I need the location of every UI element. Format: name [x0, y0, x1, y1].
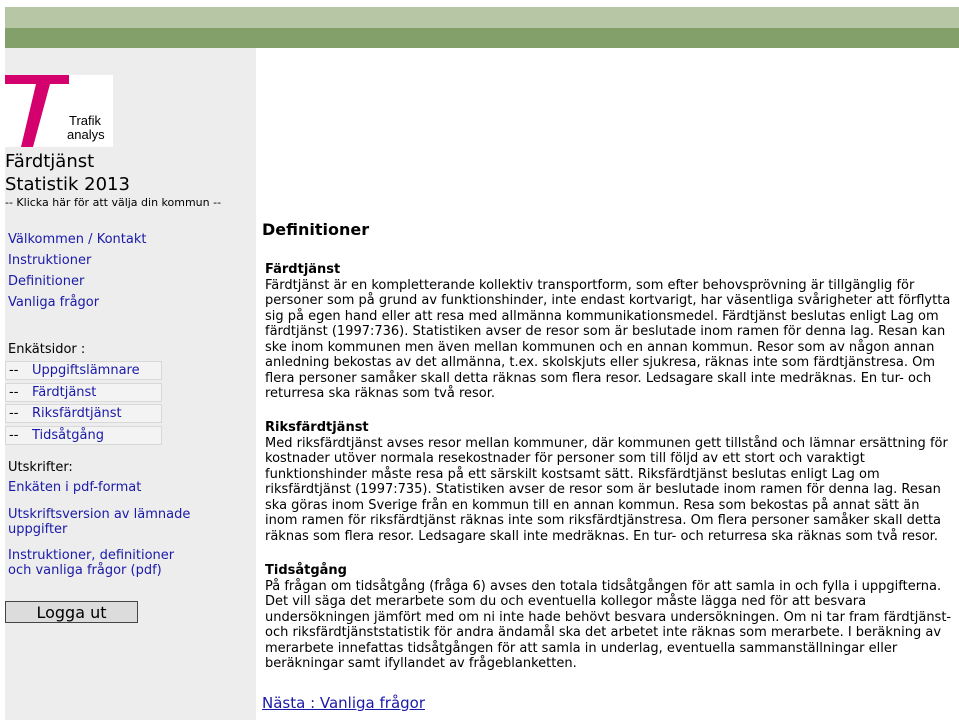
survey-link-tidsatgang[interactable]: Tidsåtgång [32, 428, 104, 443]
definition-text: Färdtjänst är en kompletterande kollektiv transportform, som efter behovsprövning är tillgänglig för personer som på grund av funktionshinder, inte endast kortvarigt, har väsentliga svårigheter att förflytta sig på egen hand eller att resa med allmänna kommunikationsmedel. Färdtjänst beslutas enligt Lag om färdtjänst (1997:736). Statistiken avser de resor som är beslutade inom ramen för denna lag. Resan kan ske inom kommunen men även mellan kommunen och en annan kommun. Resor som av någon annan anledning bekostas av det allmänna, t.ex. skolskjuts eller sjukresa, räknas inte som färdtjänstresa. Om flera personer samåker skall detta räknas som flera resor. Ledsagare skall inte medräknas. En tur- och returresa ska räknas som två resor. [265, 277, 951, 401]
survey-item-riksfardtjanst[interactable] [5, 404, 162, 423]
definition-term: Färdtjänst [265, 262, 341, 277]
next-faq-link[interactable]: Nästa : Vanliga frågor [262, 694, 426, 712]
header-band-dark [5, 28, 959, 48]
definition-text: Med riksfärdtjänst avses resor mellan kommuner, där kommunen gett tillstånd och lämnar ersättning för kostnader utöver normala resekostnader för personer som till följd av ett stort och varaktigt funktionshinder måste resa på ett särskilt kostsamt sätt. Riksfärdtjänst beslutas enligt Lag om riksfärdtjänst (1997:735). Statistiken avser de resor som är beslutade inom ramen för denna lag. Resan ska göras inom Sverige från en kommun till en annan kommun. Resa som bekostas på annat sätt än inom ramen för riksfärdtjänst räknas inte som riksfärdtjänstresa. Om flera personer samåker skall detta räknas som flera resor. Ledsagare skall inte medräknas. En tur- och returresa ska räknas som två resor. [265, 435, 948, 544]
header-band-light [5, 7, 959, 28]
app-title-line1: Färdtjänst [5, 151, 95, 172]
logo-text-line1: Trafik [69, 113, 102, 128]
definition-text: På frågan om tidsåtgång (fråga 6) avses den totala tidsåtgången för att samla in och fylla i uppgifterna. Det vill säga det merarbete som du och eventuella kollegor måste lägga ned för att besvara undersökningen jämfört med om ni inte hade behövt besvara undersökningen. Om ni tar fram färdtjänst- och riksfärdtjänststatistik för andra ändamål ska det arbetet inte räknas som merarbete. I beräkning av merarbete innefattas tidsåtgången för att samla in underlag, eventuella sammanställningar eller beräkningar samt ifyllandet av frågeblanketten. [265, 578, 952, 671]
survey-link-fardtjanst[interactable]: Färdtjänst [32, 385, 97, 400]
choose-municipality-link[interactable]: -- Klicka här för att välja din kommun -- [5, 196, 222, 209]
prints-heading: Utskrifter: [8, 460, 73, 475]
definition-riksfardtjanst [265, 420, 955, 544]
trafikanalys-logo [5, 75, 113, 147]
print-submitted-data-link[interactable]: Utskriftsversion av lämnade uppgifter [8, 507, 191, 537]
app-title-line2: Statistik 2013 [5, 174, 130, 195]
logo-text-line2: analys [67, 127, 105, 142]
nav-faq[interactable]: Vanliga frågor [8, 295, 100, 310]
survey-item-dash: -- [9, 363, 19, 378]
survey-pages-heading: Enkätsidor : [8, 342, 86, 357]
nav-definitions[interactable]: Definitioner [8, 274, 85, 289]
nav-instructions[interactable]: Instruktioner [8, 253, 92, 268]
definition-term: Tidsåtgång [265, 563, 347, 578]
print-survey-pdf-link[interactable]: Enkäten i pdf-format [8, 480, 142, 495]
survey-item-respondent[interactable] [5, 361, 162, 380]
logout-button[interactable]: Logga ut [5, 601, 138, 623]
definition-tidsatgang [265, 563, 955, 672]
survey-item-dash: -- [9, 385, 19, 400]
survey-link-riksfardtjanst[interactable]: Riksfärdtjänst [32, 406, 122, 421]
app-title [5, 150, 130, 196]
survey-link-respondent[interactable]: Uppgiftslämnare [32, 363, 140, 378]
survey-item-fardtjanst[interactable] [5, 383, 162, 402]
definition-fardtjanst [265, 262, 955, 402]
survey-item-dash: -- [9, 428, 19, 443]
nav-welcome-contact[interactable]: Välkommen / Kontakt [8, 232, 147, 247]
survey-item-tidsatgang[interactable] [5, 426, 162, 445]
definition-term: Riksfärdtjänst [265, 420, 369, 435]
page-title: Definitioner [262, 220, 370, 239]
print-instructions-pdf-link[interactable]: Instruktioner, definitioner och vanliga frågor (pdf) [8, 548, 175, 578]
survey-item-dash: -- [9, 406, 19, 421]
